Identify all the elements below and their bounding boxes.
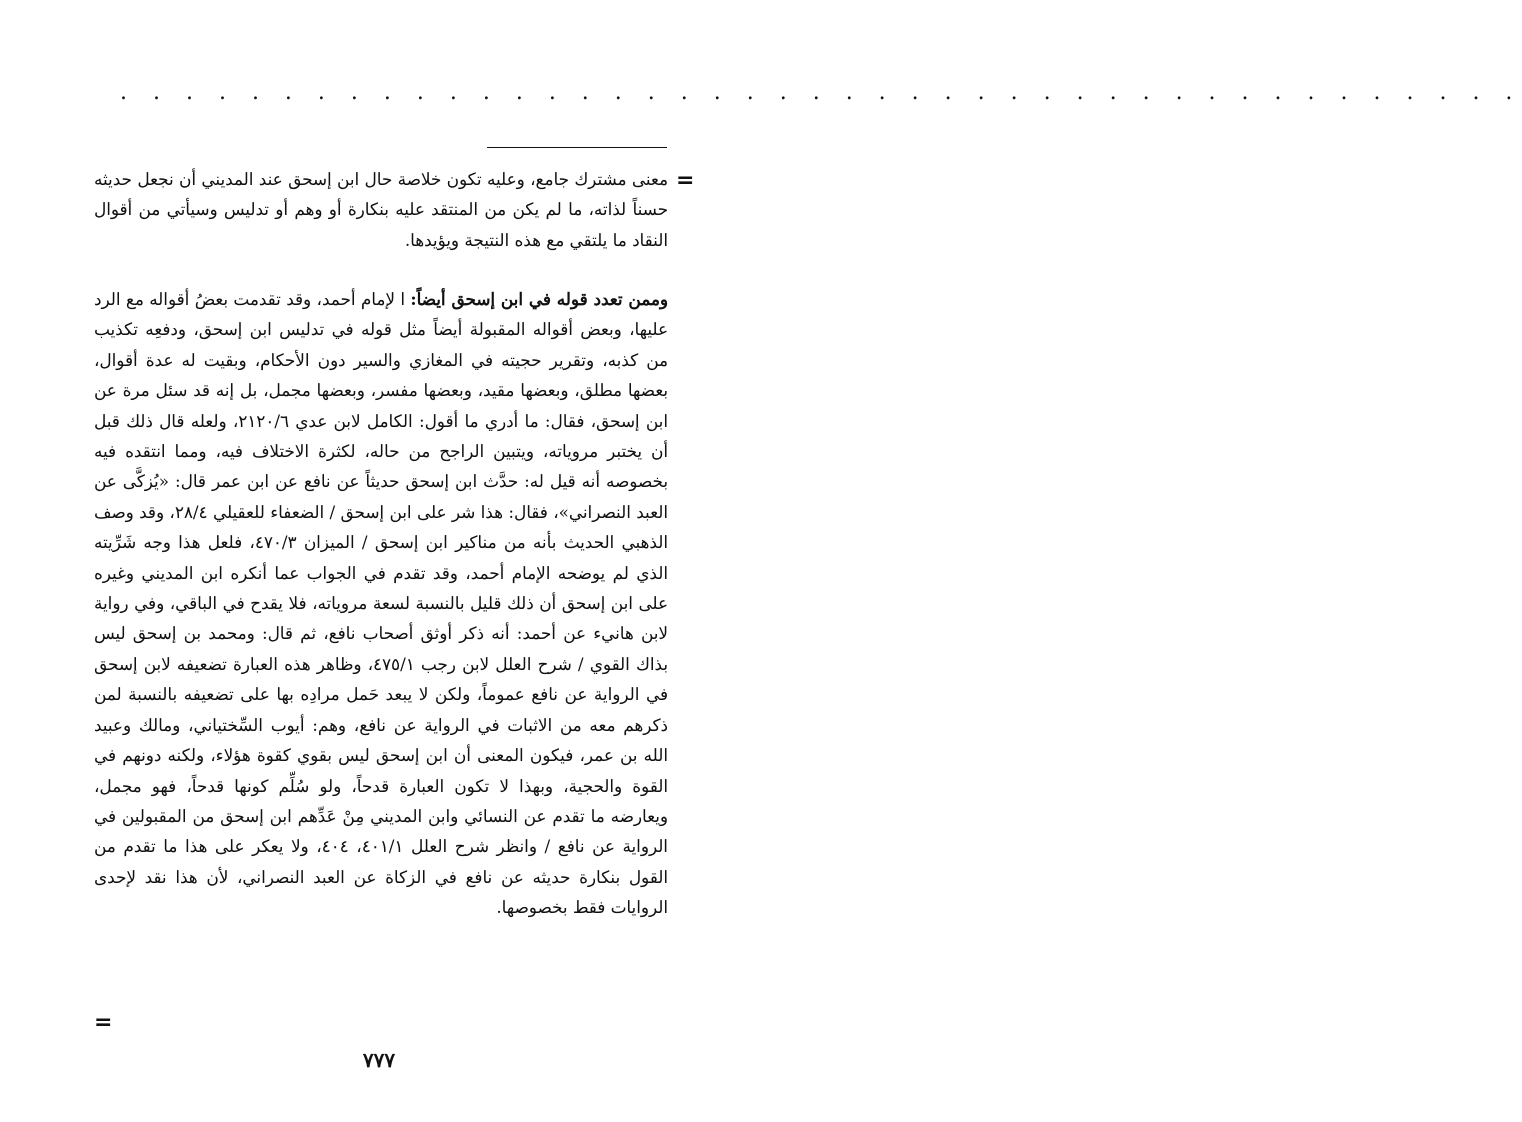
dotted-separator: . . . . . . . . . . . . . . . . . . . . . . . . . . . . . . . . . . . . . . . . . . . xyxy=(120,80,1522,105)
paragraph-1: معنى مشترك جامع، وعليه تكون خلاصة حال ابن إسحق عند المديني أن نجعل حديثه حسناً لذاته، ما لم يكن من المنتقد عليه بنكارة أو وهم أو تدليس وسيأتي من أقوال النقاد ما يلتقي مع هذه النتيجة ويؤيدها. xyxy=(94,169,668,250)
paragraph-2 xyxy=(94,284,668,923)
paragraph-2-body: ا لإمام أحمد، وقد تقدمت بعضُ أقواله مع الرد عليها، وبعض أقواله المقبولة أيضاً مثل قوله في تدليس ابن إسحق، ودفعِه تكذيب من كذبه، وتقرير حجيته في المغازي والسير دون الأحكام، وبقيت له عدة أقوال، بعضها مطلق، وبعضها مقيد، وبعضها مفسر، وبعضها مجمل، بل إنه قد سئل مرة عن ابن إسحق، فقال: ما أدري ما أقول: الكامل لابن عدي ٢١٢٠/٦، ولعله قال ذلك قبل أن يختبر مروياته، ويتبين الراجح من حاله، لكثرة الاختلاف فيه، ومما انتقده فيه بخصوصه أنه قيل له: حدَّث ابن إسحق حديثاً عن نافع عن ابن عمر قال: «يُزكَّى عن العبد النصراني»، فقال: هذا شر على ابن إسحق / الضعفاء للعقيلي ٢٨/٤، وقد وصف الذهبي الحديث بأنه من مناكير ابن إسحق / الميزان ٤٧٠/٣، فلعل هذا وجه شَرِّيته الذي لم يوضحه الإمام أحمد، وقد تقدم في الجواب عما أنكره ابن المديني وغيره على ابن إسحق أن ذلك قليل بالنسبة لسعة مروياته، فلا يقدح في الباقي، وفي رواية لابن هانيء عن أحمد: أنه ذكر أوثق أصحاب نافع، ثم قال: ومحمد بن إسحق ليس بذاك القوي / شرح العلل لابن رجب ٤٧٥/١، وظاهر هذه العبارة تضعيفه لابن إسحق في الرواية عن نافع عموماً، ولكن لا يبعد حَمل مرادِه بها على تضعيفه بالنسبة لمن ذكرهم معه من الاثبات في الرواية عن نافع، وهم: أيوب السِّختياني، ومالك وعبيد الله بن عمر، فيكون المعنى أن ابن إسحق ليس بقوي كقوة هؤلاء، ولكنه دونهم في القوة والحجية، وبهذا لا تكون العبارة قدحاً، ولو سُلِّم كونها قدحاً، فهو مجمل، ويعارضه ما تقدم عن النسائي وابن المديني مِنْ عَدِّهم ابن إسحق من المقبولين في الرواية عن نافع / وانظر شرح العلل ٤٠١/١، ٤٠٤، ولا يعكر على هذا ما تقدم من القول بنكارة حديثه عن نافع في الزكاة عن العبد النصراني، لأن هذا نقد لإحدى الروايات فقط بخصوصها. xyxy=(94,289,668,918)
footnote-rule xyxy=(487,147,667,148)
paragraph-2-lead: وممن تعدد قوله في ابن إسحق أيضاً: xyxy=(410,289,668,309)
continuation-marker-top: = xyxy=(676,168,695,193)
page-number: ٧٧٧ xyxy=(362,1048,396,1072)
continuation-marker-bottom: = xyxy=(94,1010,113,1035)
